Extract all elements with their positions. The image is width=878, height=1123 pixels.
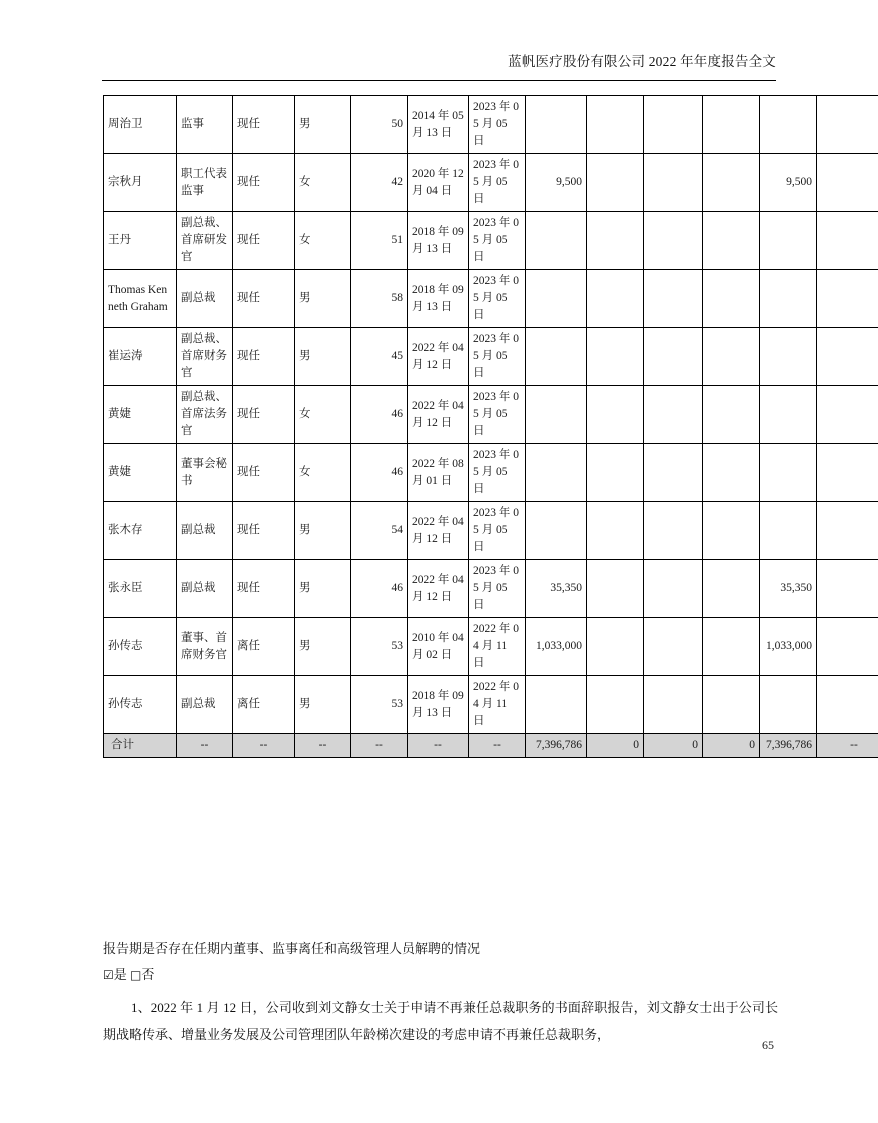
cell-gender: 女: [295, 386, 351, 444]
cell-status: 离任: [233, 676, 295, 734]
cell-end: 2023 年 05 月 05 日: [469, 96, 526, 154]
cell-other: [703, 154, 760, 212]
cell-name: 黄婕: [104, 444, 177, 502]
cell-name: Thomas Kenneth Graham: [104, 270, 177, 328]
cell-end-shares: 1,033,000: [760, 618, 817, 676]
cell-reason: [817, 328, 878, 386]
cell-end: 2023 年 05 月 05 日: [469, 270, 526, 328]
cell-start: 2014 年 05 月 13 日: [408, 96, 469, 154]
cell-name: 孙传志: [104, 676, 177, 734]
cell-gender: 男: [295, 502, 351, 560]
cell-name: 张木存: [104, 502, 177, 560]
cell-age: 51: [351, 212, 408, 270]
cell-age: 45: [351, 328, 408, 386]
cell-decrease: [644, 212, 703, 270]
question-text: 报告期是否存在任期内董事、监事离任和高级管理人员解聘的情况: [103, 941, 481, 956]
cell-reason: [817, 676, 878, 734]
cell-gender: 女: [295, 154, 351, 212]
no-label: 否: [141, 967, 155, 982]
table-body: [104, 96, 878, 758]
cell-increase: [587, 444, 644, 502]
cell-gender: 男: [295, 270, 351, 328]
cell-age: 53: [351, 676, 408, 734]
cell-name: 张永臣: [104, 560, 177, 618]
cell-title: 副总裁、首席财务官: [177, 328, 233, 386]
table-row: [104, 328, 878, 386]
cell-begin-shares: 35,350: [526, 560, 587, 618]
cell-title: 董事会秘书: [177, 444, 233, 502]
cell-other: [703, 328, 760, 386]
cell-end: 2023 年 05 月 05 日: [469, 328, 526, 386]
cell-increase: [587, 328, 644, 386]
cell-end: 2022 年 04 月 11 日: [469, 618, 526, 676]
cell-title: 职工代表监事: [177, 154, 233, 212]
cell-status: 现任: [233, 502, 295, 560]
table-row: [104, 618, 878, 676]
table-row: [104, 502, 878, 560]
cell-decrease: [644, 328, 703, 386]
cell-reason: [817, 96, 878, 154]
cell-begin-shares: [526, 96, 587, 154]
cell-reason: [817, 618, 878, 676]
cell-start: 2010 年 04 月 02 日: [408, 618, 469, 676]
cell-end-shares: [760, 96, 817, 154]
table-row: [104, 386, 878, 444]
cell-title: 副总裁: [177, 676, 233, 734]
cell-end: --: [469, 734, 526, 758]
cell-reason: [817, 386, 878, 444]
table-row: [104, 560, 878, 618]
cell-other: [703, 502, 760, 560]
table-row: [104, 444, 878, 502]
cell-title: 副总裁、首席研发官: [177, 212, 233, 270]
cell-gender: 女: [295, 212, 351, 270]
cell-status: 现任: [233, 96, 295, 154]
cell-name: 王丹: [104, 212, 177, 270]
cell-begin-shares: 9,500: [526, 154, 587, 212]
cell-decrease: [644, 502, 703, 560]
body-copy: [103, 936, 778, 1048]
cell-end-shares: [760, 444, 817, 502]
document-page: [42, 0, 858, 1123]
cell-title: --: [177, 734, 233, 758]
cell-increase: [587, 502, 644, 560]
cell-begin-shares: [526, 676, 587, 734]
cell-increase: [587, 618, 644, 676]
cell-age: 53: [351, 618, 408, 676]
cell-end-shares: 7,396,786: [760, 734, 817, 758]
directors-supervisors-table: [103, 95, 878, 758]
yes-no-choice: [103, 962, 778, 988]
cell-other: [703, 444, 760, 502]
cell-name: 合计: [104, 734, 177, 758]
cell-begin-shares: [526, 502, 587, 560]
cell-reason: [817, 444, 878, 502]
table-row: [104, 212, 878, 270]
cell-end: 2023 年 05 月 05 日: [469, 560, 526, 618]
cell-status: 现任: [233, 212, 295, 270]
cell-decrease: [644, 618, 703, 676]
cell-begin-shares: 1,033,000: [526, 618, 587, 676]
no-checkbox[interactable]: □: [130, 968, 142, 982]
cell-increase: 0: [587, 734, 644, 758]
cell-age: 46: [351, 560, 408, 618]
cell-start: 2022 年 04 月 12 日: [408, 560, 469, 618]
cell-title: 副总裁: [177, 502, 233, 560]
cell-decrease: [644, 676, 703, 734]
cell-age: --: [351, 734, 408, 758]
cell-decrease: [644, 386, 703, 444]
cell-decrease: [644, 154, 703, 212]
cell-start: 2018 年 09 月 13 日: [408, 676, 469, 734]
cell-reason: [817, 502, 878, 560]
cell-increase: [587, 270, 644, 328]
cell-start: 2022 年 04 月 12 日: [408, 502, 469, 560]
cell-start: 2018 年 09 月 13 日: [408, 270, 469, 328]
paragraph-1-text: 1、2022 年 1 月 12 日，公司收到刘文静女士关于申请不再兼任总裁职务的书面辞职报告，刘文静女士出于公司长期战略传承、增量业务发展及公司管理团队年龄梯次建设的考虑申请不再兼任总裁职务，: [103, 1000, 778, 1042]
cell-gender: 男: [295, 560, 351, 618]
cell-gender: 男: [295, 618, 351, 676]
cell-title: 副总裁: [177, 270, 233, 328]
cell-status: 离任: [233, 618, 295, 676]
cell-increase: [587, 212, 644, 270]
cell-reason: [817, 212, 878, 270]
cell-increase: [587, 154, 644, 212]
cell-gender: --: [295, 734, 351, 758]
cell-increase: [587, 560, 644, 618]
table-row: [104, 154, 878, 212]
cell-other: [703, 618, 760, 676]
cell-age: 58: [351, 270, 408, 328]
cell-gender: 男: [295, 676, 351, 734]
yes-label: 是: [113, 967, 127, 982]
cell-increase: [587, 676, 644, 734]
yes-checkbox[interactable]: ☑: [103, 968, 114, 982]
cell-end: 2023 年 05 月 05 日: [469, 386, 526, 444]
cell-start: 2022 年 04 月 12 日: [408, 386, 469, 444]
cell-status: 现任: [233, 154, 295, 212]
cell-decrease: [644, 96, 703, 154]
table-row: [104, 676, 878, 734]
cell-gender: 男: [295, 328, 351, 386]
cell-title: 副总裁: [177, 560, 233, 618]
cell-end-shares: 9,500: [760, 154, 817, 212]
paragraph-1: [103, 994, 778, 1048]
cell-increase: [587, 96, 644, 154]
cell-end-shares: [760, 212, 817, 270]
cell-end-shares: [760, 502, 817, 560]
cell-name: 孙传志: [104, 618, 177, 676]
header-divider: [102, 80, 776, 81]
table-row: [104, 270, 878, 328]
cell-start: 2022 年 04 月 12 日: [408, 328, 469, 386]
cell-end: 2023 年 05 月 05 日: [469, 502, 526, 560]
cell-other: [703, 676, 760, 734]
cell-end-shares: [760, 270, 817, 328]
cell-status: 现任: [233, 328, 295, 386]
cell-end: 2023 年 05 月 05 日: [469, 444, 526, 502]
cell-age: 46: [351, 444, 408, 502]
cell-reason: --: [817, 734, 878, 758]
cell-end: 2023 年 05 月 05 日: [469, 154, 526, 212]
cell-end-shares: [760, 328, 817, 386]
cell-age: 50: [351, 96, 408, 154]
cell-title: 副总裁、首席法务官: [177, 386, 233, 444]
cell-increase: [587, 386, 644, 444]
cell-title: 监事: [177, 96, 233, 154]
cell-end-shares: [760, 386, 817, 444]
directors-supervisors-table-container: [103, 95, 858, 758]
cell-end: 2022 年 04 月 11 日: [469, 676, 526, 734]
cell-status: 现任: [233, 270, 295, 328]
running-header: 蓝帆医疗股份有限公司 2022 年年度报告全文: [508, 54, 776, 69]
cell-title: 董事、首席财务官: [177, 618, 233, 676]
cell-reason: [817, 154, 878, 212]
cell-status: 现任: [233, 560, 295, 618]
cell-begin-shares: [526, 270, 587, 328]
cell-start: 2020 年 12 月 04 日: [408, 154, 469, 212]
cell-name: 崔运涛: [104, 328, 177, 386]
cell-begin-shares: [526, 212, 587, 270]
cell-age: 54: [351, 502, 408, 560]
cell-gender: 女: [295, 444, 351, 502]
cell-status: 现任: [233, 444, 295, 502]
cell-start: 2022 年 08 月 01 日: [408, 444, 469, 502]
cell-age: 46: [351, 386, 408, 444]
cell-reason: [817, 270, 878, 328]
cell-other: [703, 270, 760, 328]
cell-age: 42: [351, 154, 408, 212]
cell-decrease: 0: [644, 734, 703, 758]
cell-other: [703, 386, 760, 444]
cell-begin-shares: [526, 386, 587, 444]
cell-other: [703, 212, 760, 270]
cell-start: 2018 年 09 月 13 日: [408, 212, 469, 270]
cell-other: 0: [703, 734, 760, 758]
cell-gender: 男: [295, 96, 351, 154]
cell-begin-shares: 7,396,786: [526, 734, 587, 758]
cell-status: --: [233, 734, 295, 758]
cell-name: 黄婕: [104, 386, 177, 444]
cell-decrease: [644, 560, 703, 618]
cell-name: 宗秋月: [104, 154, 177, 212]
cell-name: 周治卫: [104, 96, 177, 154]
cell-other: [703, 96, 760, 154]
cell-begin-shares: [526, 328, 587, 386]
table-row: [104, 96, 878, 154]
page-number: 65: [762, 1038, 774, 1052]
cell-begin-shares: [526, 444, 587, 502]
cell-reason: [817, 560, 878, 618]
cell-end-shares: [760, 676, 817, 734]
cell-end: 2023 年 05 月 05 日: [469, 212, 526, 270]
cell-decrease: [644, 270, 703, 328]
cell-status: 现任: [233, 386, 295, 444]
cell-other: [703, 560, 760, 618]
table-total-row: [104, 734, 878, 758]
cell-decrease: [644, 444, 703, 502]
cell-end-shares: 35,350: [760, 560, 817, 618]
cell-start: --: [408, 734, 469, 758]
